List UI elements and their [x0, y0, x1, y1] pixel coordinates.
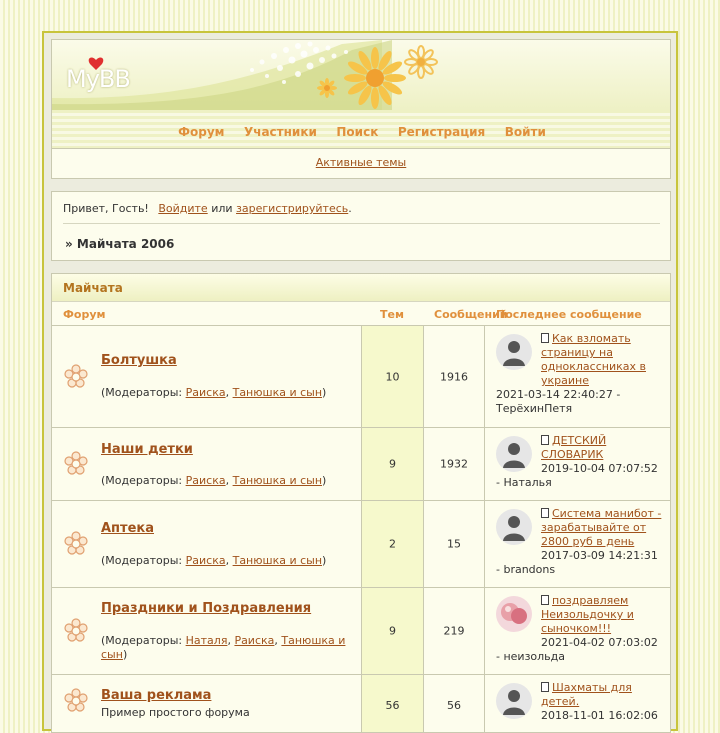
topic-icon [541, 595, 549, 605]
logo-banner [52, 40, 671, 110]
login-link[interactable]: Войдите [158, 202, 208, 215]
forum-link[interactable]: Наши детки [101, 442, 193, 457]
breadcrumb: » Майчата 2006 [65, 237, 175, 251]
last-post-link[interactable]: ДЕТСКИЙ СЛОВАРИК [541, 434, 607, 461]
post-count: 1916 [440, 370, 468, 383]
moderator-link[interactable]: Танюшка и сын [232, 554, 323, 567]
small-daisy-icon [405, 46, 437, 78]
forum-row [52, 428, 670, 501]
forum-link[interactable]: Ваша реклама [101, 688, 212, 703]
last-post [496, 434, 662, 490]
nav-forum[interactable]: Форум [178, 125, 225, 139]
last-post-link[interactable]: поздравляем Неизольдочку и сыночком!!! [541, 594, 634, 635]
moderator-link[interactable]: Наталя [185, 634, 228, 647]
last-post-date: 2019-10-04 07:07:52 [541, 462, 658, 475]
sub-navigation [51, 149, 671, 179]
welcome-panel [51, 191, 671, 261]
topic-count: 10 [385, 370, 400, 383]
topic-count: 9 [389, 457, 396, 471]
moderator-link[interactable]: Раиска [185, 386, 226, 399]
moderator-link[interactable]: Танюшка и сын [232, 386, 323, 399]
register-link[interactable]: зарегистрируйтесь [236, 202, 349, 215]
forum-description: Пример простого форума [101, 706, 250, 719]
moderator-link[interactable]: Раиска [185, 554, 226, 567]
moderators: (Модераторы: Раиска, Танюшка и сын) [101, 474, 327, 487]
last-post-date: 2018-11-01 16:02:06 [541, 709, 658, 722]
forum-row [52, 501, 670, 588]
table-header [52, 302, 670, 326]
last-post-date: 2017-03-09 14:21:31 [541, 549, 658, 562]
topic-icon [541, 435, 549, 445]
tiny-daisy-icon [317, 78, 337, 98]
moderator-link[interactable]: Раиска [234, 634, 275, 647]
divider [63, 223, 660, 224]
last-post [496, 507, 662, 577]
nav-search[interactable]: Поиск [336, 125, 379, 139]
category-header[interactable]: Майчата [52, 274, 670, 302]
last-post-date: 2021-04-02 07:03:02 [541, 636, 658, 649]
last-post-date: 2021-03-14 22:40:27 - [496, 388, 621, 401]
post-count: 1932 [440, 457, 468, 471]
last-post-author: ТерёхинПетя [496, 402, 573, 415]
topic-count: 9 [389, 624, 396, 638]
header [51, 39, 671, 149]
forum-status-icon [63, 618, 89, 644]
last-post-author: - Наталья [496, 476, 552, 489]
period-text: . [348, 202, 352, 215]
forum-link[interactable]: Болтушка [101, 353, 177, 368]
page-container [42, 31, 678, 731]
site-logo[interactable]: MyBB [66, 65, 130, 93]
forum-table [51, 273, 671, 733]
forum-row [52, 675, 670, 733]
col-topics: Тем [380, 308, 404, 321]
main-nav [52, 110, 671, 149]
nav-login[interactable]: Войти [504, 125, 546, 139]
topic-icon [541, 682, 549, 692]
forum-link[interactable]: Аптека [101, 521, 154, 536]
forum-status-icon [63, 688, 89, 714]
moderator-link[interactable]: Танюшка и сын [232, 474, 323, 487]
moderators: (Модераторы: Наталя, Раиска, Танюшка и сын) [101, 634, 346, 661]
nav-register[interactable]: Регистрация [397, 125, 486, 139]
forum-status-icon [63, 451, 89, 477]
forum-status-icon [63, 364, 89, 390]
topic-icon [541, 508, 549, 518]
last-post [496, 681, 662, 723]
col-posts: Сообщений [434, 308, 508, 321]
topic-count: 56 [385, 699, 400, 712]
last-post-link[interactable]: Система манибот - зарабатывайте от 2800 руб в день [541, 507, 662, 548]
active-topics-link[interactable]: Активные темы [315, 156, 407, 169]
last-post-author: - неизольда [496, 650, 566, 663]
post-count: 56 [447, 699, 461, 712]
moderators: (Модераторы: Раиска, Танюшка и сын) [101, 554, 327, 567]
forum-status-icon [63, 531, 89, 557]
moderator-link[interactable]: Раиска [185, 474, 226, 487]
col-forum: Форум [63, 308, 106, 321]
forum-row [52, 588, 670, 675]
forum-row [52, 326, 670, 428]
greeting-text: Привет, Гость! [63, 202, 149, 215]
last-post [496, 594, 662, 664]
forum-link[interactable]: Праздники и Поздравления [101, 601, 312, 616]
welcome-line [63, 202, 352, 215]
banner-art [52, 40, 671, 110]
moderators: (Модераторы: Раиска, Танюшка и сын) [101, 386, 327, 399]
last-post-link[interactable]: Шахматы для детей. [541, 681, 632, 708]
col-last: Последнее сообщение [496, 308, 642, 321]
or-text: или [211, 202, 233, 215]
topic-icon [541, 333, 549, 343]
nav-members[interactable]: Участники [243, 125, 317, 139]
moderator-link[interactable]: Танюшка и сын [101, 634, 346, 661]
topic-count: 2 [389, 537, 396, 551]
last-post [496, 332, 662, 416]
post-count: 219 [443, 624, 465, 638]
post-count: 15 [447, 537, 461, 551]
last-post-link[interactable]: Как взломать страницу на одноклассниках в украине [541, 332, 646, 387]
last-post-author: - brandons [496, 563, 556, 576]
